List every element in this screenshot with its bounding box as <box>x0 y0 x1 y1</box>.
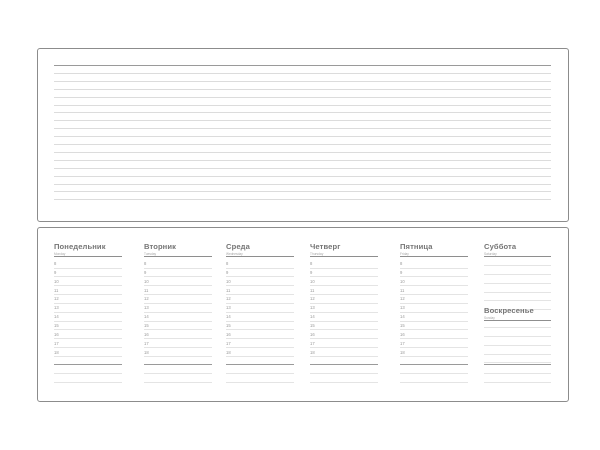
hour-line <box>310 347 378 348</box>
hour-label: 11 <box>310 287 315 293</box>
hour-label: 15 <box>400 322 405 328</box>
hour-label: 12 <box>310 296 315 302</box>
hour-label: 17 <box>54 340 59 346</box>
sunday-line <box>484 354 551 355</box>
hour-line <box>54 356 122 357</box>
week-planner-panel <box>37 227 569 402</box>
hour-label: 13 <box>310 305 315 311</box>
hour-line <box>144 356 212 357</box>
hour-line <box>226 303 294 304</box>
saturday-line <box>484 300 551 301</box>
hour-line <box>144 329 212 330</box>
hour-line <box>400 338 468 339</box>
extra-line <box>226 382 294 383</box>
day-separator <box>226 364 294 365</box>
day-title: Четверг <box>310 242 341 251</box>
hour-line <box>400 268 468 269</box>
hour-label: 8 <box>400 261 403 266</box>
hour-line <box>54 347 122 348</box>
hour-label: 8 <box>54 261 57 266</box>
hour-line <box>310 356 378 357</box>
hour-line <box>400 321 468 322</box>
hour-line <box>400 312 468 313</box>
hour-line <box>226 338 294 339</box>
day-subtitle: Friday <box>400 252 409 256</box>
day-separator <box>400 364 468 365</box>
hour-line <box>144 303 212 304</box>
saturday-line <box>484 292 551 293</box>
hour-line <box>54 312 122 313</box>
hour-line <box>144 347 212 348</box>
hour-line <box>54 303 122 304</box>
hour-label: 10 <box>310 278 315 284</box>
extra-line <box>310 373 378 374</box>
hour-label: 18 <box>54 349 59 355</box>
day-underline <box>226 256 294 257</box>
note-line <box>54 120 551 121</box>
hour-label: 17 <box>310 340 315 346</box>
hour-line <box>400 294 468 295</box>
hour-label: 13 <box>400 305 405 311</box>
hour-line <box>226 276 294 277</box>
hour-label: 13 <box>144 305 149 311</box>
hour-label: 10 <box>226 278 231 284</box>
day-subtitle: Thursday <box>310 252 324 256</box>
hour-line <box>144 312 212 313</box>
extra-line <box>144 373 212 374</box>
hour-label: 9 <box>226 269 229 275</box>
note-line <box>54 144 551 145</box>
hour-label: 18 <box>144 349 149 355</box>
hour-line <box>54 294 122 295</box>
hour-label: 13 <box>54 305 59 311</box>
hour-label: 17 <box>226 340 231 346</box>
hour-line <box>54 285 122 286</box>
hour-line <box>400 285 468 286</box>
day-underline <box>54 256 122 257</box>
hour-line <box>310 303 378 304</box>
hour-label: 10 <box>144 278 149 284</box>
hour-label: 12 <box>54 296 59 302</box>
extra-line <box>54 382 122 383</box>
hour-line <box>310 276 378 277</box>
hour-label: 11 <box>144 287 149 293</box>
day-subtitle: Saturday <box>484 252 497 256</box>
note-line <box>54 152 551 153</box>
hour-line <box>144 276 212 277</box>
hour-label: 16 <box>144 331 149 337</box>
day-underline <box>310 256 378 257</box>
note-line <box>54 191 551 192</box>
saturday-line <box>484 265 551 266</box>
day-separator <box>54 364 122 365</box>
hour-label: 9 <box>400 269 403 275</box>
hour-label: 18 <box>226 349 231 355</box>
hour-line <box>226 312 294 313</box>
note-line <box>54 128 551 129</box>
hour-line <box>226 321 294 322</box>
hour-line <box>54 321 122 322</box>
hour-line <box>144 294 212 295</box>
hour-label: 8 <box>226 261 229 266</box>
note-line <box>54 105 551 106</box>
hour-label: 14 <box>144 314 149 320</box>
hour-line <box>144 285 212 286</box>
hour-label: 16 <box>400 331 405 337</box>
hour-line <box>310 294 378 295</box>
extra-line <box>400 382 468 383</box>
hour-line <box>226 356 294 357</box>
extra-line <box>144 382 212 383</box>
hour-line <box>400 356 468 357</box>
hour-label: 8 <box>310 261 313 266</box>
note-line <box>54 160 551 161</box>
note-line <box>54 168 551 169</box>
day-title: Воскресенье <box>484 306 534 315</box>
hour-line <box>144 321 212 322</box>
hour-label: 10 <box>400 278 405 284</box>
day-title: Среда <box>226 242 250 251</box>
saturday-line <box>484 274 551 275</box>
note-line <box>54 176 551 177</box>
extra-line <box>226 373 294 374</box>
hour-line <box>310 285 378 286</box>
hour-line <box>310 312 378 313</box>
hour-label: 14 <box>400 314 405 320</box>
hour-label: 9 <box>144 269 147 275</box>
hour-line <box>144 268 212 269</box>
day-separator <box>310 364 378 365</box>
hour-label: 14 <box>54 314 59 320</box>
hour-label: 18 <box>310 349 315 355</box>
note-line <box>54 81 551 82</box>
hour-line <box>400 303 468 304</box>
hour-label: 14 <box>226 314 231 320</box>
sunday-line <box>484 327 551 328</box>
hour-line <box>310 321 378 322</box>
hour-label: 11 <box>54 287 59 293</box>
hour-line <box>54 338 122 339</box>
day-separator <box>144 364 212 365</box>
note-line <box>54 97 551 98</box>
hour-label: 15 <box>144 322 149 328</box>
day-subtitle: Monday <box>54 252 66 256</box>
hour-line <box>226 285 294 286</box>
notes-panel <box>37 48 569 222</box>
extra-line <box>310 382 378 383</box>
day-separator <box>484 364 551 365</box>
hour-label: 16 <box>54 331 59 337</box>
day-underline <box>144 256 212 257</box>
hour-label: 15 <box>310 322 315 328</box>
extra-line <box>484 373 551 374</box>
hour-line <box>226 294 294 295</box>
note-line <box>54 184 551 185</box>
hour-label: 12 <box>400 296 405 302</box>
hour-line <box>54 329 122 330</box>
hour-line <box>310 268 378 269</box>
hour-label: 17 <box>144 340 149 346</box>
hour-label: 12 <box>144 296 149 302</box>
hour-label: 13 <box>226 305 231 311</box>
hour-line <box>400 347 468 348</box>
hour-label: 11 <box>400 287 405 293</box>
hour-label: 9 <box>310 269 313 275</box>
hour-label: 14 <box>310 314 315 320</box>
hour-label: 10 <box>54 278 59 284</box>
hour-line <box>226 268 294 269</box>
day-title: Понедельник <box>54 242 106 251</box>
hour-line <box>310 329 378 330</box>
note-line <box>54 65 551 66</box>
extra-line <box>400 373 468 374</box>
hour-label: 12 <box>226 296 231 302</box>
hour-label: 9 <box>54 269 57 275</box>
sunday-line <box>484 345 551 346</box>
hour-label: 15 <box>226 322 231 328</box>
hour-label: 16 <box>226 331 231 337</box>
hour-label: 8 <box>144 261 147 266</box>
day-underline <box>484 256 551 257</box>
hour-label: 11 <box>226 287 231 293</box>
hour-line <box>144 338 212 339</box>
note-line <box>54 112 551 113</box>
day-title: Пятница <box>400 242 433 251</box>
sunday-line <box>484 336 551 337</box>
hour-label: 18 <box>400 349 405 355</box>
day-subtitle: Wednesday <box>226 252 243 256</box>
day-title: Вторник <box>144 242 177 251</box>
hour-line <box>400 276 468 277</box>
note-line <box>54 73 551 74</box>
hour-line <box>226 329 294 330</box>
hour-line <box>54 276 122 277</box>
note-line <box>54 199 551 200</box>
note-line <box>54 89 551 90</box>
note-line <box>54 136 551 137</box>
hour-line <box>310 338 378 339</box>
hour-line <box>400 329 468 330</box>
hour-label: 16 <box>310 331 315 337</box>
hour-label: 15 <box>54 322 59 328</box>
day-underline <box>484 320 551 321</box>
day-subtitle: Sunday <box>484 316 495 320</box>
extra-line <box>54 373 122 374</box>
hour-label: 17 <box>400 340 405 346</box>
day-title: Суббота <box>484 242 517 251</box>
saturday-line <box>484 283 551 284</box>
hour-line <box>54 268 122 269</box>
day-subtitle: Tuesday <box>144 252 157 256</box>
hour-line <box>226 347 294 348</box>
day-underline <box>400 256 468 257</box>
extra-line <box>484 382 551 383</box>
